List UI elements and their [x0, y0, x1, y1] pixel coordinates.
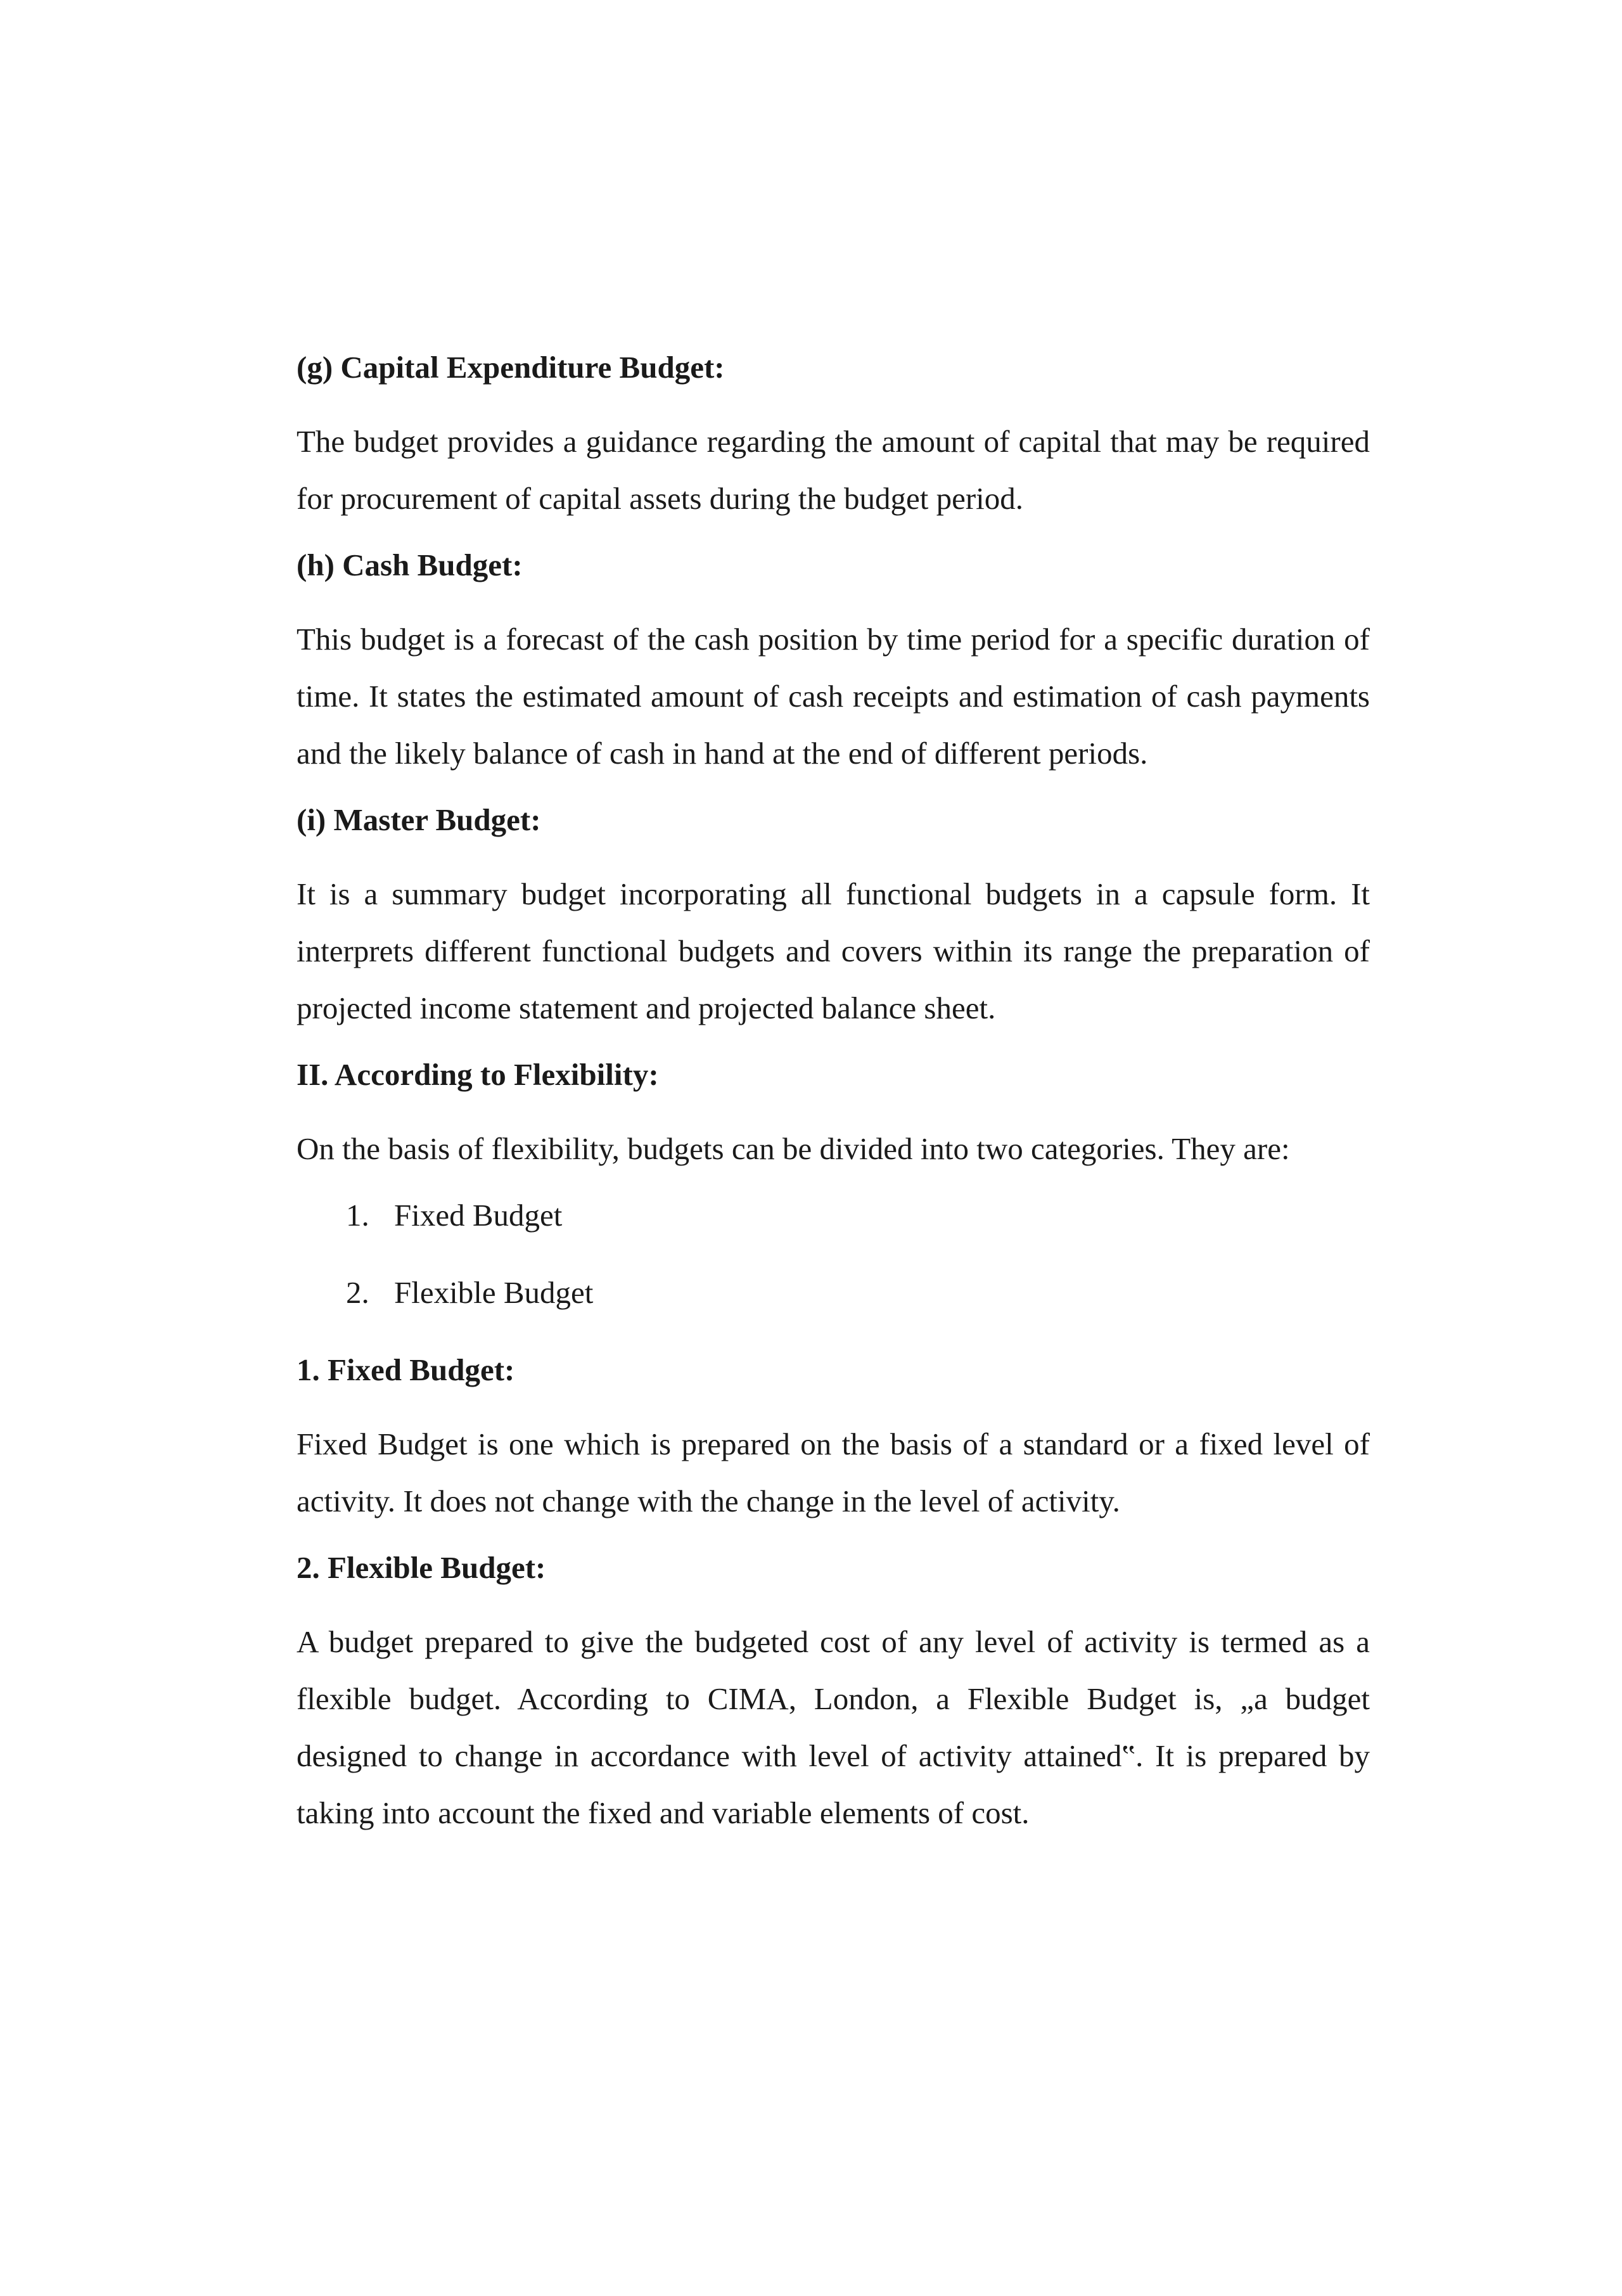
- page-content: [297, 347, 1370, 1859]
- list-item: [346, 1273, 1370, 1313]
- heading-master-budget: (i) Master Budget:: [297, 802, 541, 837]
- list-item: [346, 1195, 1370, 1236]
- heading-fixed-budget: 1. Fixed Budget:: [297, 1352, 515, 1387]
- list-item-label: Flexible Budget: [394, 1275, 594, 1310]
- heading-capital-expenditure-budget: (g) Capital Expenditure Budget:: [297, 350, 725, 385]
- paragraph-according-to-flexibility: On the basis of flexibility, budgets can be divided into two categories. They are:: [297, 1131, 1290, 1166]
- paragraph-master-budget: It is a summary budget incorporating all functional budgets in a capsule form. It interprets different functional budgets and covers within its range the preparation of projected income statement and projected balance sheet.: [297, 876, 1370, 1025]
- budget-types-list: [297, 1195, 1370, 1313]
- list-item-label: Fixed Budget: [394, 1198, 563, 1233]
- heading-flexible-budget: 2. Flexible Budget:: [297, 1550, 546, 1585]
- paragraph-cash-budget: This budget is a forecast of the cash position by time period for a specific duration of time. It states the estimated amount of cash receipts and estimation of cash payments and the likely balance of cash in hand at the end of different periods.: [297, 622, 1370, 771]
- paragraph-flexible-budget: A budget prepared to give the budgeted cost of any level of activity is termed as a flexible budget. According to CIMA, London, a Flexible Budget is, „a budget designed to change in accordance with level of activity attained‟. It is prepared by taking into account the fixed and variable elements of cost.: [297, 1624, 1370, 1830]
- list-item-number: 1.: [346, 1198, 369, 1233]
- paragraph-capital-expenditure-budget: The budget provides a guidance regarding the amount of capital that may be required for procurement of capital assets during the budget period.: [297, 424, 1370, 516]
- paragraph-fixed-budget: Fixed Budget is one which is prepared on the basis of a standard or a fixed level of activity. It does not change with the change in the level of activity.: [297, 1427, 1370, 1518]
- list-item-number: 2.: [346, 1275, 369, 1310]
- heading-cash-budget: (h) Cash Budget:: [297, 548, 523, 582]
- heading-according-to-flexibility: II. According to Flexibility:: [297, 1057, 659, 1092]
